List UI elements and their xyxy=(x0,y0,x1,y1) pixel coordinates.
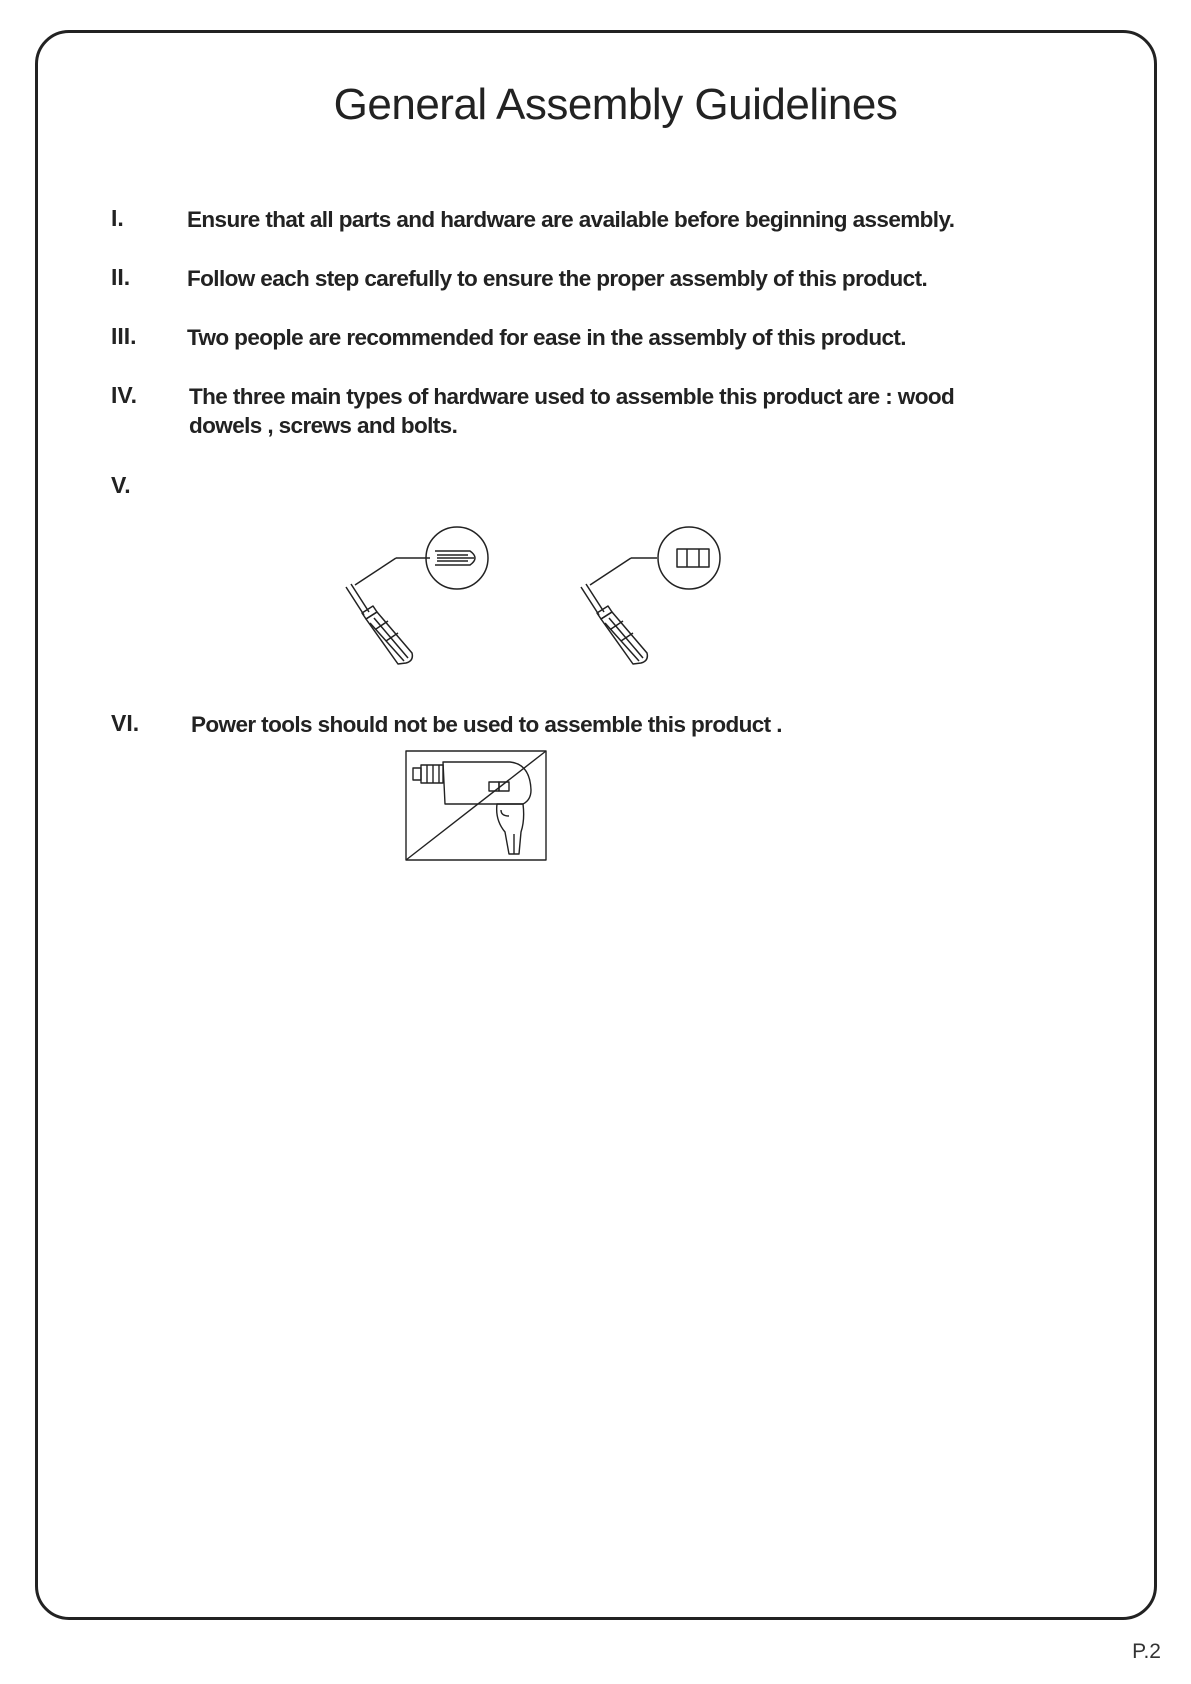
page-number: P.2 xyxy=(1132,1640,1161,1663)
no-power-drill-icon xyxy=(405,750,547,862)
guideline-numeral: V. xyxy=(111,472,131,498)
page-title: General Assembly Guidelines xyxy=(333,80,898,129)
guideline-numeral: I. xyxy=(111,205,124,231)
guideline-text: Two people are recommended for ease in the assembly of this product. xyxy=(187,325,906,350)
flathead-screwdriver-icon xyxy=(575,525,725,665)
guideline-text: Power tools should not be used to assemble this product . xyxy=(191,712,782,737)
guideline-text: Follow each step carefully to ensure the proper assembly of this product. xyxy=(187,266,928,291)
guideline-numeral: II. xyxy=(111,264,131,290)
guideline-numeral: IV. xyxy=(111,382,138,408)
guideline-numeral: III. xyxy=(111,323,137,349)
guideline-text-line-2: dowels , screws and bolts. xyxy=(189,413,458,438)
guideline-text: Ensure that all parts and hardware are available before beginning assembly. xyxy=(187,207,955,232)
guideline-text-line-1: The three main types of hardware used to assemble this product are : wood xyxy=(189,384,955,409)
guideline-numeral: VI. xyxy=(111,710,140,736)
phillips-screwdriver-icon xyxy=(340,525,490,665)
